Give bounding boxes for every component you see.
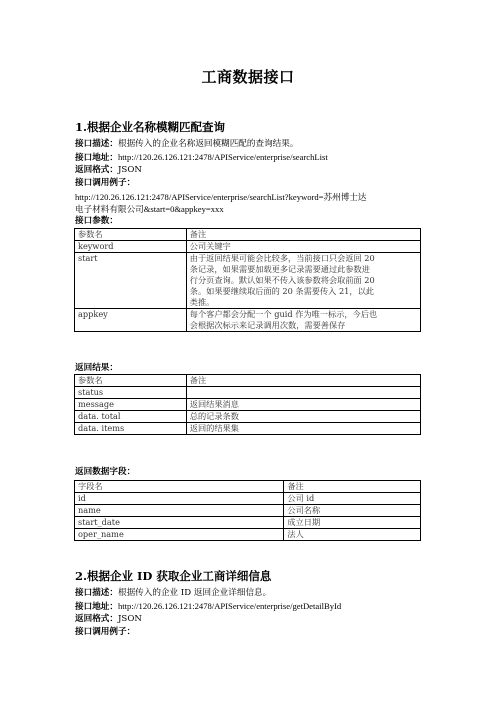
s1-desc-value: 根据传入的企业名称返回模糊匹配的查询结果。 [117,139,299,149]
header-cell-param-name: 参数名 [75,229,187,241]
param-note-line: 条记录，如果需要加载更多记录需要通过此参数进 [189,264,370,274]
field-name-cell: oper_name [75,529,284,541]
s1-example-label-line [75,178,135,189]
s1-params-table [74,228,421,332]
result-note-cell: 返回的结果集 [186,423,420,435]
s1-example-url-line-1: http://120.26.126.121:2478/APIService/enterprise/searchList?keyword=苏州博士达 [75,192,367,202]
table-row [75,241,421,253]
param-note-line: 类推。 [189,297,215,307]
s1-result-label: 返回结果： [75,363,118,373]
document-title: 工商数据接口 [201,68,295,86]
s2-desc-line [75,588,271,599]
s1-format-line [75,165,142,176]
field-note-cell: 成立日期 [284,517,421,529]
table-row [75,529,421,541]
s2-format-label: 返回格式： [75,614,118,624]
field-note-cell: 法人 [284,529,421,541]
s2-example-label: 接口调用例子： [75,627,136,637]
header-cell-note: 备注 [284,481,421,493]
s1-result-table [74,374,421,435]
section-1-title: 1.根据企业名称模糊匹配查询 [75,120,226,134]
table-row [75,253,421,309]
param-note-cell [186,241,420,253]
field-name-cell: name [75,505,284,517]
field-note-cell: 公司 id [284,493,421,505]
param-note-line: 由于返回结果可能会比较多，当前接口只会返回 20 [189,253,375,263]
s1-result-label-line [75,363,118,374]
param-name-cell: start [75,253,187,309]
s1-desc-label: 接口描述： [75,139,118,149]
result-note-cell [186,387,420,399]
s1-desc-line [75,139,298,150]
header-cell-note: 备注 [186,375,420,387]
table-row [75,411,421,423]
param-note-cell [186,253,420,309]
header-cell-param-name: 参数名 [75,375,187,387]
s2-example-label-line [75,627,135,638]
table-row [75,517,421,529]
s1-fields-table [74,480,421,541]
s1-params-label-line [75,216,118,227]
header-cell-note: 备注 [186,229,420,241]
param-note-line: 条。如果要继续取后面的 20 条需要传入 21，以此 [189,286,374,296]
result-note-cell: 总的记录条数 [186,411,420,423]
s2-format-line [75,614,142,625]
result-name-cell: message [75,399,187,411]
result-name-cell: status [75,387,187,399]
s1-params-label: 接口参数： [75,216,118,226]
s2-desc-value: 根据传入的企业 ID 返回企业详细信息。 [117,588,272,598]
table-header-row [75,375,421,387]
param-note-cell [186,309,420,332]
table-row [75,387,421,399]
s1-fields-label: 返回数据字段： [75,467,136,477]
table-row [75,493,421,505]
field-note-cell: 公司名称 [284,505,421,517]
s2-addr-line [75,601,341,613]
s1-format-value: JSON [117,165,142,175]
s1-example-url-line-2: 电子材料有限公司&start=0&appkey=xxx [75,204,224,214]
table-row [75,505,421,517]
section-2-title: 2.根据企业 ID 获取企业工商详细信息 [75,569,272,583]
s1-addr-line [75,152,328,164]
field-name-cell: start_date [75,517,284,529]
param-name-cell: appkey [75,309,187,332]
table-header-row [75,481,421,493]
s1-format-label: 返回格式： [75,165,118,175]
table-row [75,399,421,411]
s1-addr-label: 接口地址： [75,153,118,163]
header-cell-field-name: 字段名 [75,481,284,493]
param-note-line: 行分页查询。默认如果不传入该参数将会取前面 20 [189,275,375,285]
table-row [75,423,421,435]
param-note-line: 每个客户都会分配一个 guid 作为唯一标示，今后也 [189,309,378,319]
param-note-line: 会根据次标示来记录调用次数，需要善保存 [189,320,346,330]
table-row [75,309,421,332]
s2-addr-value: http://120.26.126.121:2478/APIService/enterprise/getDetailById [117,601,342,611]
param-note-line: 公司关键字 [189,241,231,251]
result-name-cell: data. items [75,423,187,435]
field-name-cell: id [75,493,284,505]
param-name-cell: keyword [75,241,187,253]
table-header-row [75,229,421,241]
s2-addr-label: 接口地址： [75,602,118,612]
s2-format-value: JSON [117,614,142,624]
result-note-cell: 返回结果消息 [186,399,420,411]
s2-desc-label: 接口描述： [75,588,118,598]
result-name-cell: data. total [75,411,187,423]
s1-example-label: 接口调用例子： [75,178,136,188]
s1-fields-label-line [75,467,135,478]
s1-addr-value: http://120.26.126.121:2478/APIService/enterprise/searchList [117,152,328,162]
